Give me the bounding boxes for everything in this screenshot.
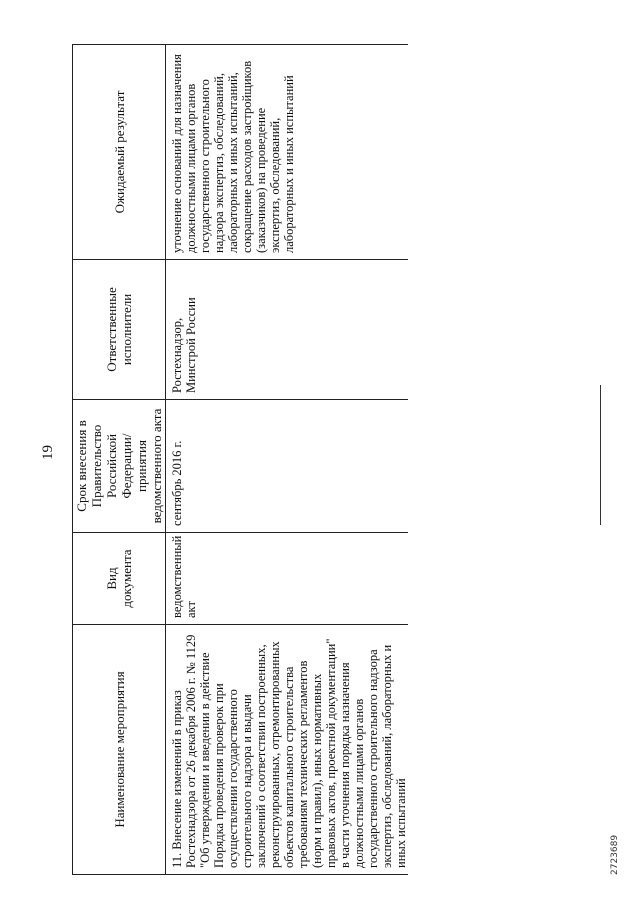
cell-deadline: сентябрь 2016 г. bbox=[166, 400, 409, 533]
header-doc-type: Вид документа bbox=[73, 533, 166, 625]
cell-name: 11. Внесение изменений в приказ Ростехнадзора от 26 декабря 2006 г. № 1129 "Об утверждении и введении в действие Порядка проведения проверок при осуществлении государственного строительного надзора и выдачи заключений о соответствии построенных, реконструированных, отремонтированных объектов капитального строительства требованиям технических регламентов (норм и правил), иных нормативных правовых актов, проектной документации" в части уточнения порядка назначения должностными лицами органов государственного строительного надзора экспертиз, обследований, лабораторных и иных испытаний bbox=[166, 625, 409, 875]
header-result: Ожидаемый результат bbox=[73, 45, 166, 260]
cell-result: уточнение оснований для назначения должностными лицами органов государственного строительного надзора экспертиз, обследований, лабораторных и иных испытаний, сокращение расходов застройщиков (заказчиков) на проведение экспертиз, обследований, лабораторных и иных испытаний bbox=[166, 45, 409, 260]
table-row bbox=[166, 45, 409, 875]
cell-executors: Ростехнадзор, Минстрой России bbox=[166, 260, 409, 400]
header-executors: Ответственные исполнители bbox=[73, 260, 166, 400]
page-number: 19 bbox=[40, 445, 56, 460]
separator-line bbox=[600, 385, 601, 525]
header-deadline: Срок внесения в Правительство Российской Федерации/ принятия ведомственного акта bbox=[73, 400, 166, 533]
header-name: Наименование мероприятия bbox=[73, 625, 166, 875]
table-header-row bbox=[73, 45, 166, 875]
cell-doc-type: ведомственный акт bbox=[166, 533, 409, 625]
measures-table bbox=[72, 44, 408, 875]
document-code: 2723689 bbox=[610, 834, 620, 875]
